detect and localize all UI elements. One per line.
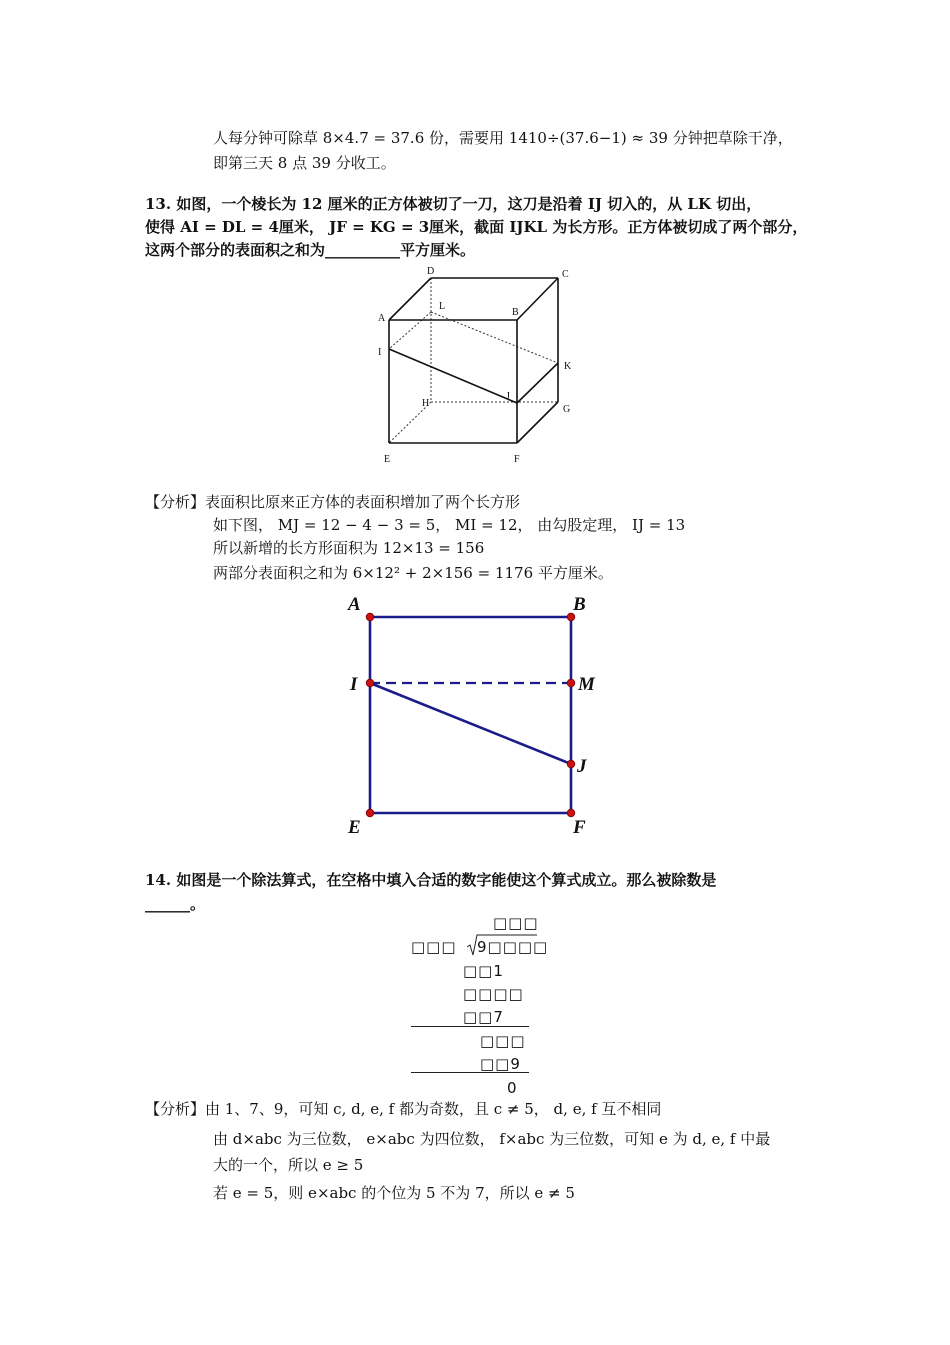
cube-label-g: G <box>563 404 571 415</box>
point-j <box>567 760 575 768</box>
q13-analysis-line-2: 如下图， MJ = 12 − 4 − 3 = 5， MI = 12， 由勾股定理， IJ = 13 <box>213 516 686 534</box>
cube-label-a: A <box>378 313 386 324</box>
q14-text-line-1: 14. 如图是一个除法算式，在空格中填入合适的数字能使这个算式成立。那么被除数是 <box>145 871 717 889</box>
square-figure <box>340 592 620 842</box>
division-quotient: □□□ <box>493 914 539 932</box>
division-step-3: □□7 <box>463 1008 504 1026</box>
q13-text-line-3: 这两个部分的表面积之和为__________平方厘米。 <box>145 241 476 259</box>
q13-analysis-line-3: 所以新增的长方形面积为 12×13 = 156 <box>213 539 485 557</box>
division-divisor: □□□ <box>411 938 457 956</box>
q13-analysis-line-4: 两部分表面积之和为 6×12² + 2×156 = 1176 平方厘米。 <box>213 564 613 582</box>
q14-text-line-2: ______。 <box>145 895 206 913</box>
point-m <box>567 679 575 687</box>
division-dividend: 9□□□□ <box>477 938 549 956</box>
square-label-a: A <box>348 594 361 615</box>
square-label-i: I <box>350 674 358 695</box>
cube-label-c: C <box>562 269 569 280</box>
cube-label-j: J <box>506 391 510 402</box>
division-remainder: 0 <box>507 1079 518 1097</box>
square-label-f: F <box>573 817 586 838</box>
cube-label-e: E <box>384 454 391 465</box>
point-e <box>366 809 374 817</box>
q14-analysis-line-2: 由 d×abc 为三位数， e×abc 为四位数， f×abc 为三位数，可知 e 为 d, e, f 中最 <box>213 1130 771 1148</box>
q13-text-line-1: 13. 如图，一个棱长为 12 厘米的正方体被切了一刀，这刀是沿着 IJ 切入的，从 LK 切出， <box>145 195 762 213</box>
cube-figure <box>370 265 590 465</box>
cube-label-d: D <box>427 266 435 277</box>
division-step-2: □□□□ <box>463 985 524 1003</box>
prev-text-line-2: 即第三天 8 点 39 分收工。 <box>213 154 396 172</box>
point-f <box>567 809 575 817</box>
q14-analysis-line-4: 若 e = 5，则 e×abc 的个位为 5 不为 7，所以 e ≠ 5 <box>213 1184 575 1202</box>
cube-label-i: I <box>378 347 382 358</box>
cube-label-b: B <box>512 307 519 318</box>
prev-text-line-1: 人每分钟可除草 8×4.7 = 37.6 份，需要用 1410÷(37.6−1) ≈ 39 分钟把草除干净， <box>213 129 793 147</box>
cube-label-l: L <box>439 301 446 312</box>
cube-label-f: F <box>514 454 520 465</box>
cube-label-h: H <box>422 398 430 409</box>
cube-label-k: K <box>564 361 572 372</box>
square-label-j: J <box>577 756 587 777</box>
q13-text-line-2: 使得 AI = DL = 4厘米， JF = KG = 3厘米，截面 IJKL 为长方形。正方体被切成了两个部分， <box>145 218 808 236</box>
division-step-5: □□9 <box>480 1055 521 1073</box>
square-label-b: B <box>573 594 586 615</box>
square-label-m: M <box>578 674 595 695</box>
q13-analysis-line-1: 【分析】表面积比原来正方体的表面积增加了两个长方形 <box>145 493 521 511</box>
q14-analysis-line-3: 大的一个，所以 e ≥ 5 <box>213 1156 364 1174</box>
point-a <box>366 613 374 621</box>
square-label-e: E <box>348 817 361 838</box>
division-step-1: □□1 <box>463 962 504 980</box>
division-step-4: □□□ <box>480 1032 526 1050</box>
q14-analysis-line-1: 【分析】由 1、7、9，可知 c, d, e, f 都为奇数，且 c ≠ 5， d, e, f 互不相同 <box>145 1100 662 1118</box>
point-i <box>366 679 374 687</box>
